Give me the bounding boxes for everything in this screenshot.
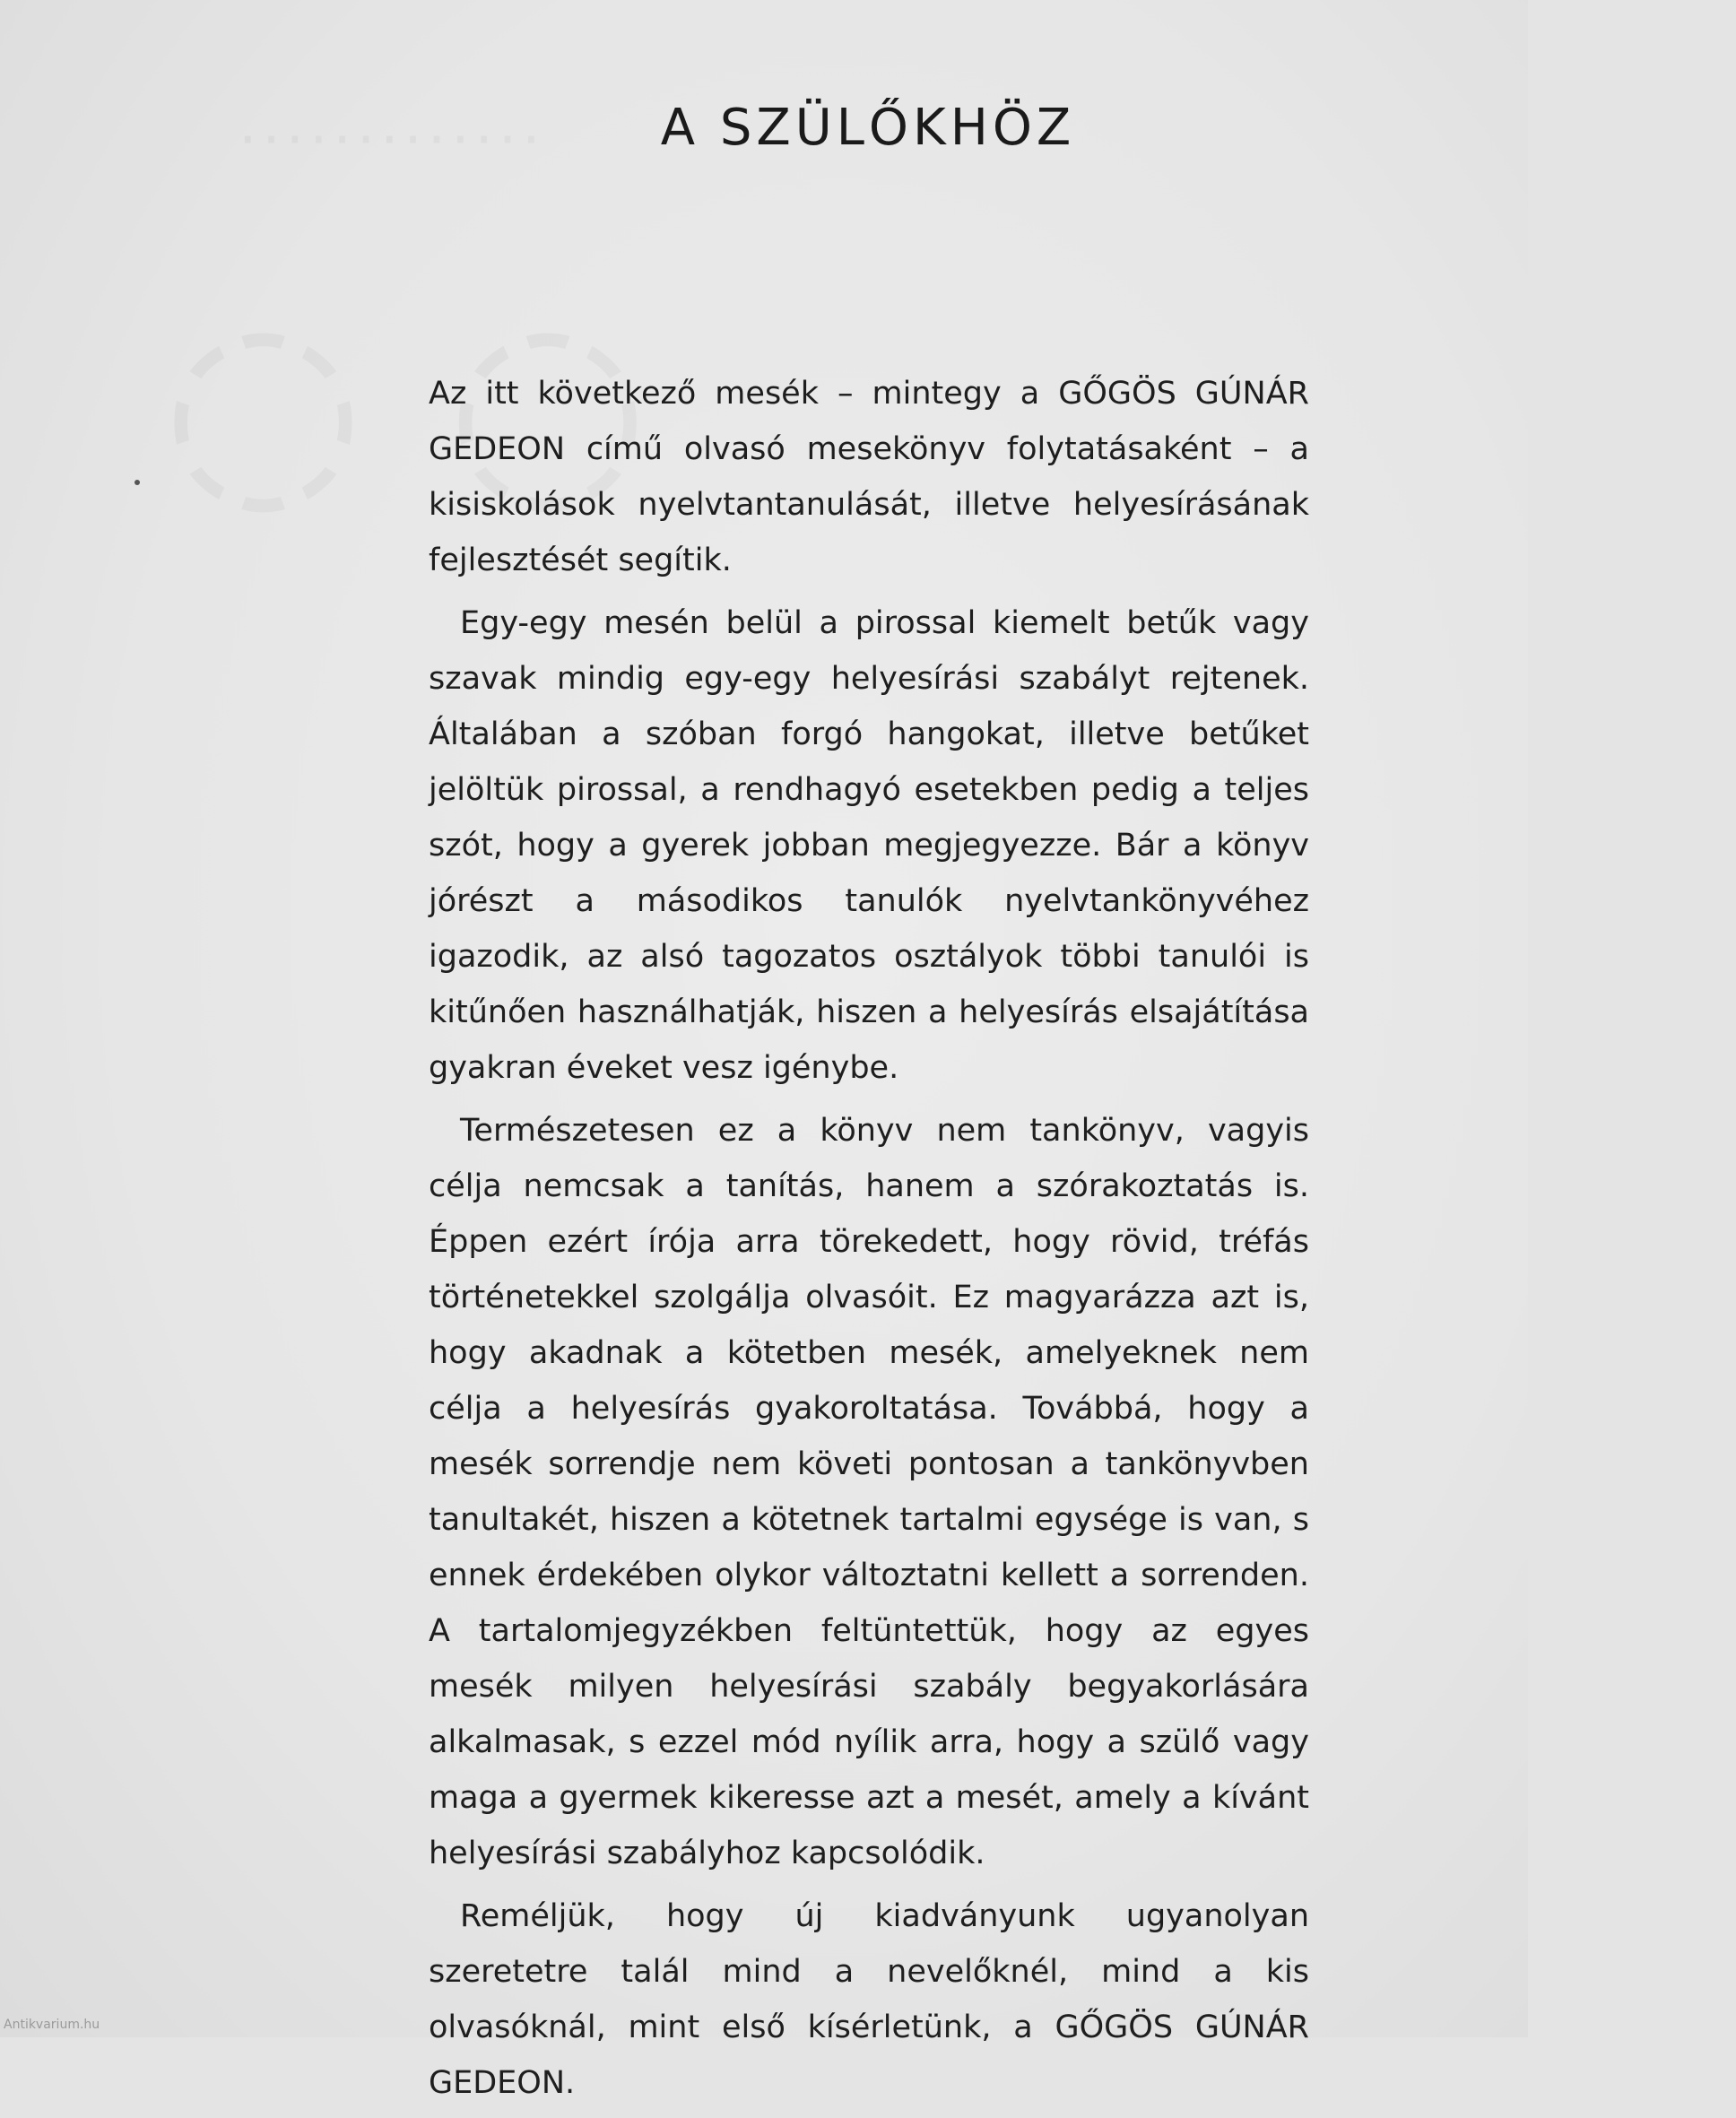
body-text (429, 366, 1309, 2118)
paragraph-2: Egy-egy mesén belül a pirossal kiemelt betűk vagy szavak mindig egy-egy helyesírási szabályt rejtenek. Általában a szóban forgó hangokat, illetve betűket jelöltük pirossal, a rendhagyó esetekben pedig a teljes szót, hogy a gyerek jobban megjegyezze. Bár a könyv jórészt a másodikos tanulók nyelvtankönyvéhez igazodik, az alsó tagozatos osztályok többi tanulói is kitűnően használhatják, hiszen a helyesírás elsajátítása gyakran éveket vesz igénybe. (429, 605, 1309, 1086)
show-through-illustration: ◌ ◌ (161, 268, 650, 539)
source-watermark: Antikvarium.hu (4, 2018, 100, 2032)
paragraph-4: Reméljük, hogy új kiadványunk ugyanolyan szeretetre talál mind a nevelőknél, mind a kis olvasóknál, mint első kísérletünk, a GŐGÖS GÚNÁR GEDEON. (429, 1898, 1309, 2101)
paragraph-3: Természetesen ez a könyv nem tankönyv, vagyis célja nemcsak a tanítás, hanem a szórakoztatás is. Éppen ezért írója arra törekedett, hogy rövid, tréfás történetekkel szolgálja olvasóit. Ez magyarázza azt is, hogy akadnak a kötetben mesék, amelyeknek nem célja a helyesírás gyakoroltatása. Továbbá, hogy a mesék sorrendje nem követi pontosan a tankönyvben tanultakét, hiszen a kötetnek tartalmi egysége is van, s ennek érdekében olykor változtatni kellett a sorrenden. A tartalomjegyzékben feltüntettük, hogy az egyes mesék milyen helyesírási szabály begyakorlására alkalmasak, s ezzel mód nyílik arra, hogy a szülő vagy maga a gyermek kikeresse azt a mesét, amely a kívánt helyesírási szabályhoz kapcsolódik. (429, 1113, 1309, 1871)
page-title: A SZÜLŐKHÖZ (660, 99, 1076, 157)
paragraph-1: Az itt következő mesék – mintegy a GŐGÖS GÚNÁR GEDEON című olvasó mesekönyv folytatásaként – a kisiskolások nyelvtantanulását, illetve helyesírásának fejlesztését segítik. (429, 376, 1309, 578)
show-through-text: ············· (233, 108, 541, 174)
speck-mark (135, 480, 140, 485)
